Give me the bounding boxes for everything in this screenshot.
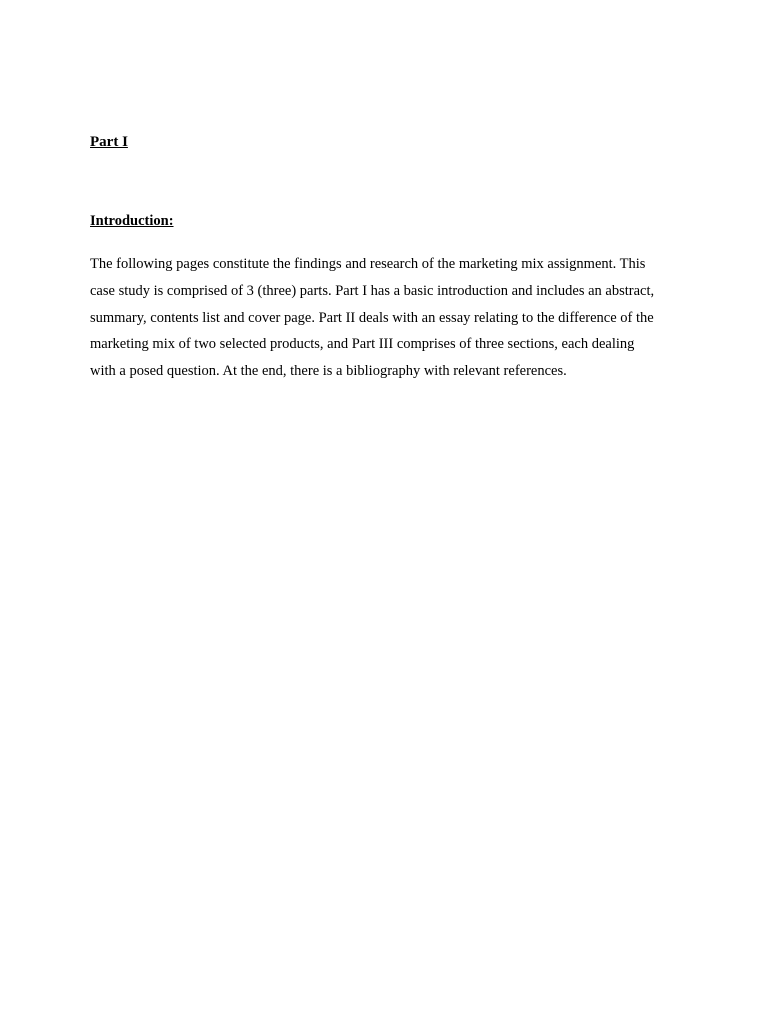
section-label-introduction: Introduction: [90, 213, 174, 229]
paragraph-line: summary, contents list and cover page. Part II deals with an essay relating to the difference of the [90, 309, 654, 326]
paragraph-line: The following pages constitute the findings and research of the marketing mix assignment. This [90, 256, 646, 272]
paragraph-line: marketing mix of two selected products, and Part III comprises of three sections, each dealing [90, 336, 635, 353]
introduction-paragraph [90, 251, 690, 385]
part-heading: Part I [90, 134, 128, 150]
paragraph-line: case study is comprised of 3 (three) parts. Part I has a basic introduction and includes an abstract, [90, 282, 655, 299]
paragraph-line: with a posed question. At the end, there is a bibliography with relevant references. [90, 363, 567, 380]
